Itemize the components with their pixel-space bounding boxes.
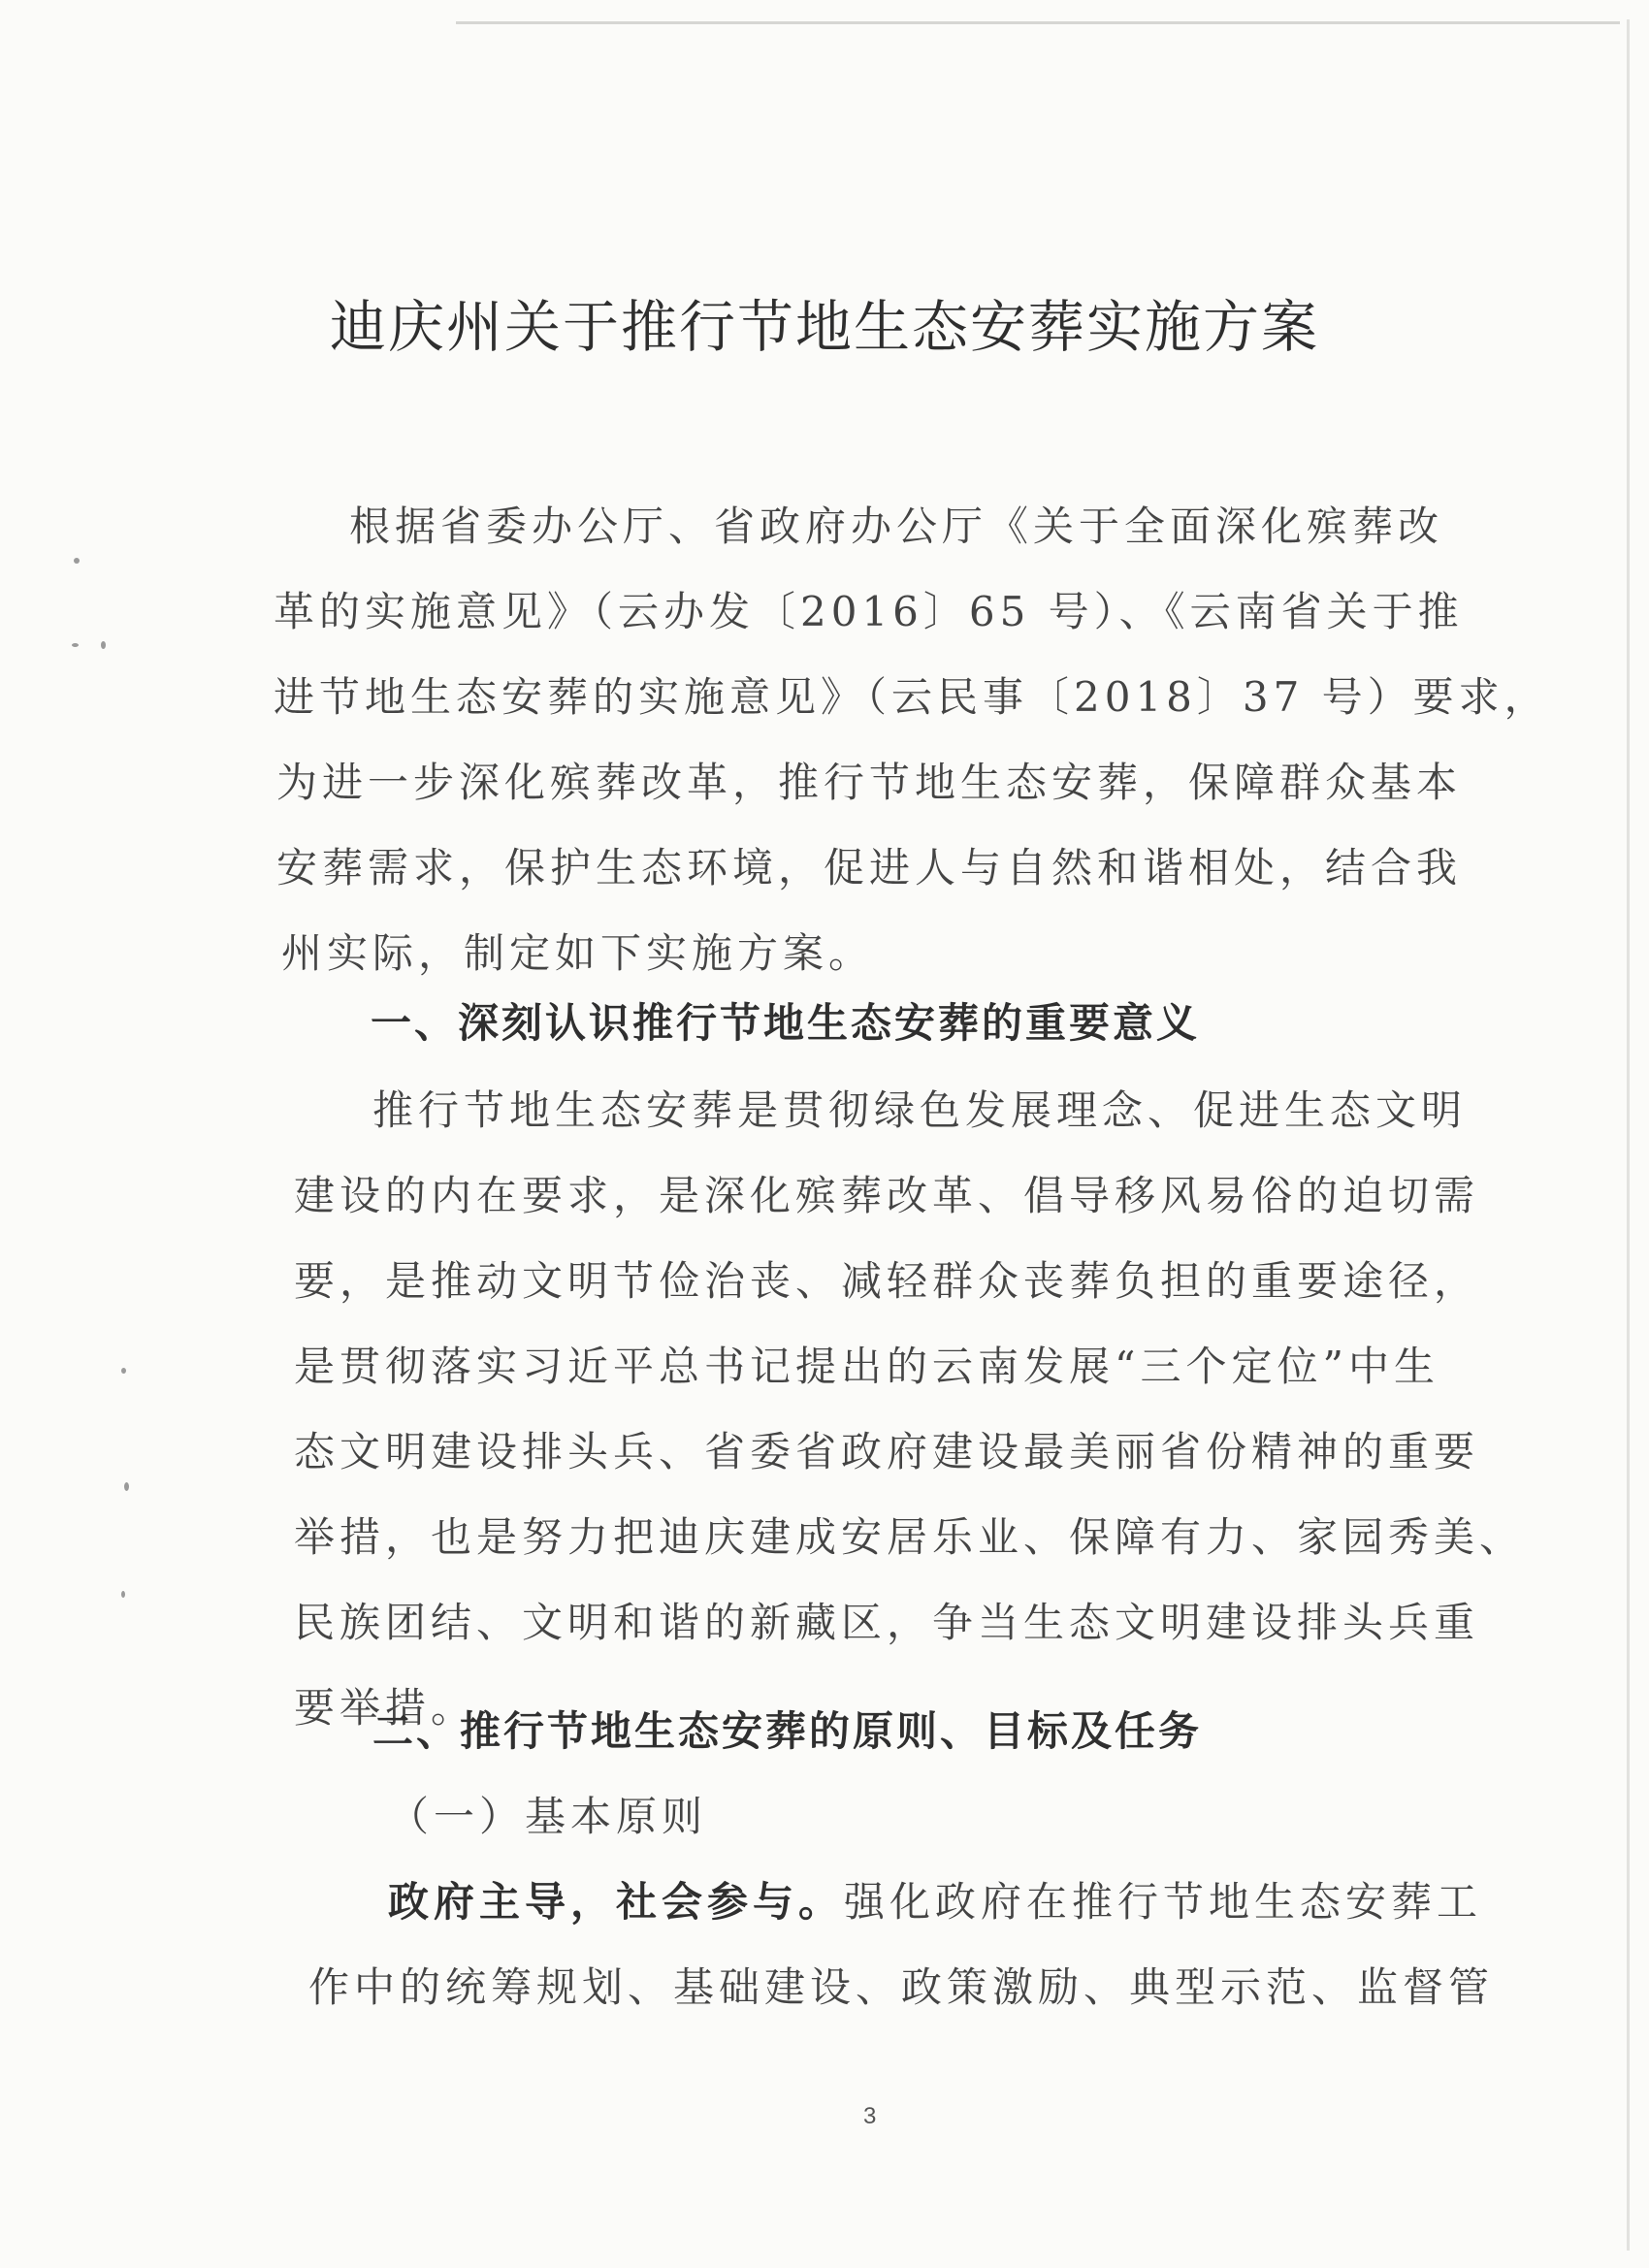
principle-1-lead: 政府主导，社会参与。 (388, 1878, 845, 1926)
intro-line: 为进一步深化殡葬改革，推行节地生态安葬，保障群众基本 (276, 759, 1463, 806)
section-1-line: 要举措。 (294, 1684, 477, 1732)
principle-1-text: 强化政府在推行节地生态安葬工 (844, 1878, 1483, 1926)
intro-line: 进节地生态安葬的实施意见》（云民事〔2018〕37 号）要求， (274, 673, 1550, 721)
scan-speck (74, 558, 80, 564)
section-1-heading: 一、深刻认识推行节地生态安葬的重要意义 (371, 999, 1201, 1047)
subsection-1-heading: （一）基本原则 (388, 1793, 708, 1840)
scan-speck (121, 1591, 125, 1598)
section-1-line: 举措，也是努力把迪庆建成安居乐业、保障有力、家园秀美、 (294, 1513, 1526, 1561)
scan-speck (101, 641, 106, 649)
page-number: 3 (863, 2103, 877, 2129)
scan-page-edge-top (456, 21, 1620, 24)
section-1-line: 是贯彻落实习近平总书记提出的云南发展“三个定位”中生 (294, 1343, 1439, 1390)
section-1-line: 民族团结、文明和谐的新藏区，争当生态文明建设排头兵重 (294, 1599, 1480, 1646)
scan-speck (72, 643, 79, 647)
intro-line: 革的实施意见》（云办发〔2016〕65 号）、《云南省关于推 (274, 588, 1464, 635)
scan-speck (121, 1368, 126, 1374)
scan-speck (124, 1482, 129, 1491)
section-1-line: 建设的内在要求，是深化殡葬改革、倡导移风易俗的迫切需 (294, 1172, 1480, 1219)
document-title: 迪庆州关于推行节地生态安葬实施方案 (329, 294, 1319, 360)
intro-line: 安葬需求，保护生态环境，促进人与自然和谐相处，结合我 (276, 844, 1463, 891)
section-1-line: 要，是推动文明节俭治丧、减轻群众丧葬负担的重要途径， (294, 1257, 1480, 1305)
principle-1-line (388, 1870, 1482, 1928)
section-2-heading: 二、推行节地生态安葬的原则、目标及任务 (372, 1707, 1203, 1755)
intro-line: 州实际，制定如下实施方案。 (281, 929, 875, 977)
section-1-line: 态文明建设排头兵、省委省政府建设最美丽省份精神的重要 (294, 1428, 1480, 1475)
intro-line: 根据省委办公厅、省政府办公厅《关于全面深化殡葬改 (349, 502, 1444, 550)
section-1-line: 推行节地生态安葬是贯彻绿色发展理念、促进生态文明 (372, 1086, 1468, 1134)
principle-1-line-2: 作中的统筹规划、基础建设、政策激励、典型示范、监督管 (308, 1963, 1495, 2011)
